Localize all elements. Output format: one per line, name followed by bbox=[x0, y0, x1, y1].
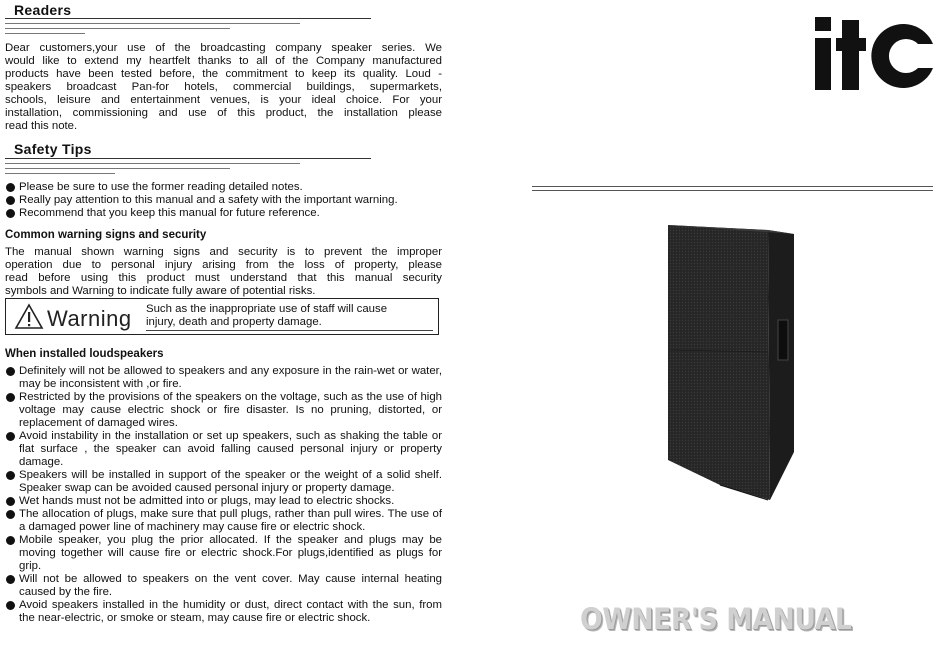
warning-rule bbox=[146, 330, 433, 331]
readers-rule-top bbox=[5, 18, 371, 19]
warning-box bbox=[5, 298, 439, 335]
readers-line: schools, leisure and entertainment venues, is your ideal choice. For your bbox=[5, 94, 442, 106]
warning-signs-line: operation due to personal injury arising from the loss of property, please bbox=[5, 259, 442, 271]
readers-line: would like to extend my heartfelt thanks to all of the Company manufactured bbox=[5, 55, 442, 67]
list-item: Speakers will be installed in support of the speaker or the weight of a solid shelf. Speaker swap can be avoided caused personal injury or property damage. bbox=[5, 469, 442, 495]
readers-heading: Readers bbox=[14, 2, 72, 18]
readers-line: speakers broadcast Pan-for hotels, commercial buildings, supermarkets, bbox=[5, 81, 442, 93]
list-item: Will not be allowed to speakers on the vent cover. May cause internal heating caused by the fire. bbox=[5, 573, 442, 599]
warning-text-line: Such as the inappropriate use of staff will cause bbox=[146, 303, 388, 315]
warning-signs-line: read before using this product must understand that this manual security bbox=[5, 272, 442, 284]
list-item: Restricted by the provisions of the speakers on the voltage, such as the use of high voltage may cause electric shock or fire disaster. Is no pruning, distorted, or replacement of damaged wires. bbox=[5, 391, 442, 430]
warning-signs-line: symbols and Warning to indicate fully aware of potential risks. bbox=[5, 285, 316, 297]
safety-rule-top bbox=[5, 158, 371, 159]
warning-triangle-icon bbox=[14, 303, 44, 330]
readers-rule-short bbox=[5, 33, 85, 34]
list-item: Avoid instability in the installation or set up speakers, such as shaking the table or flat surface , the speaker can avoid falling caused personal injury or property damage. bbox=[5, 430, 442, 469]
safety-rule-mid bbox=[5, 163, 300, 164]
warning-signs-heading: Common warning signs and security bbox=[5, 229, 207, 241]
cover-rule-top bbox=[532, 186, 933, 187]
warning-text-line: injury, death and property damage. bbox=[146, 316, 322, 328]
list-item: The allocation of plugs, make sure that pull plugs, rather than pull wires. The use of a damaged power line of machinery may cause fire or electric shock. bbox=[5, 508, 442, 534]
warning-signs-line: The manual shown warning signs and security is to prevent the improper bbox=[5, 246, 442, 258]
list-item: Avoid speakers installed in the humidity or dust, direct contact with the sun, from the near-electric, or smoke or steam, may cause fire or electric shock. bbox=[5, 599, 442, 625]
warning-signs-paragraph bbox=[5, 246, 442, 298]
speaker-cabinet-image bbox=[660, 220, 800, 505]
list-item: Really pay attention to this manual and a safety with the important warning. bbox=[5, 194, 442, 207]
warning-text bbox=[146, 303, 387, 329]
list-item: Recommend that you keep this manual for future reference. bbox=[5, 207, 442, 220]
safety-rule-mid2 bbox=[5, 168, 230, 169]
installed-list bbox=[5, 365, 442, 625]
logo-text: itC bbox=[812, 14, 814, 15]
readers-line: read this note. bbox=[5, 120, 78, 132]
readers-line: Dear customers,your use of the broadcasting company speaker series. We bbox=[5, 42, 442, 54]
list-item: Definitely will not be allowed to speakers and any exposure in the rain-wet or water, may be inconsistent with ,or fire. bbox=[5, 365, 442, 391]
readers-rule-mid2 bbox=[5, 28, 230, 29]
safety-tips-list bbox=[5, 181, 442, 220]
warning-label: Warning bbox=[47, 306, 132, 331]
installed-heading: When installed loudspeakers bbox=[5, 348, 164, 360]
itc-logo bbox=[812, 14, 937, 94]
list-item: Mobile speaker, you plug the prior allocated. If the speaker and plugs may be moving together will cause fire or electric shock.For plugs,identified as plugs for grip. bbox=[5, 534, 442, 573]
readers-paragraph bbox=[5, 42, 442, 133]
list-item: Please be sure to use the former reading detailed notes. bbox=[5, 181, 442, 194]
list-item: Wet hands must not be admitted into or plugs, may lead to electric shocks. bbox=[5, 495, 442, 508]
owners-manual-title: OWNER'S MANUAL bbox=[580, 602, 852, 636]
safety-rule-short bbox=[5, 173, 115, 174]
readers-line: installation, commissioning and use of this product, the installation please bbox=[5, 107, 442, 119]
safety-heading: Safety Tips bbox=[14, 141, 92, 157]
readers-line: products have been tested before, the commitment to keep its quality. Loud - bbox=[5, 68, 442, 80]
readers-rule-mid bbox=[5, 23, 300, 24]
cover-rule-bottom bbox=[532, 190, 933, 191]
